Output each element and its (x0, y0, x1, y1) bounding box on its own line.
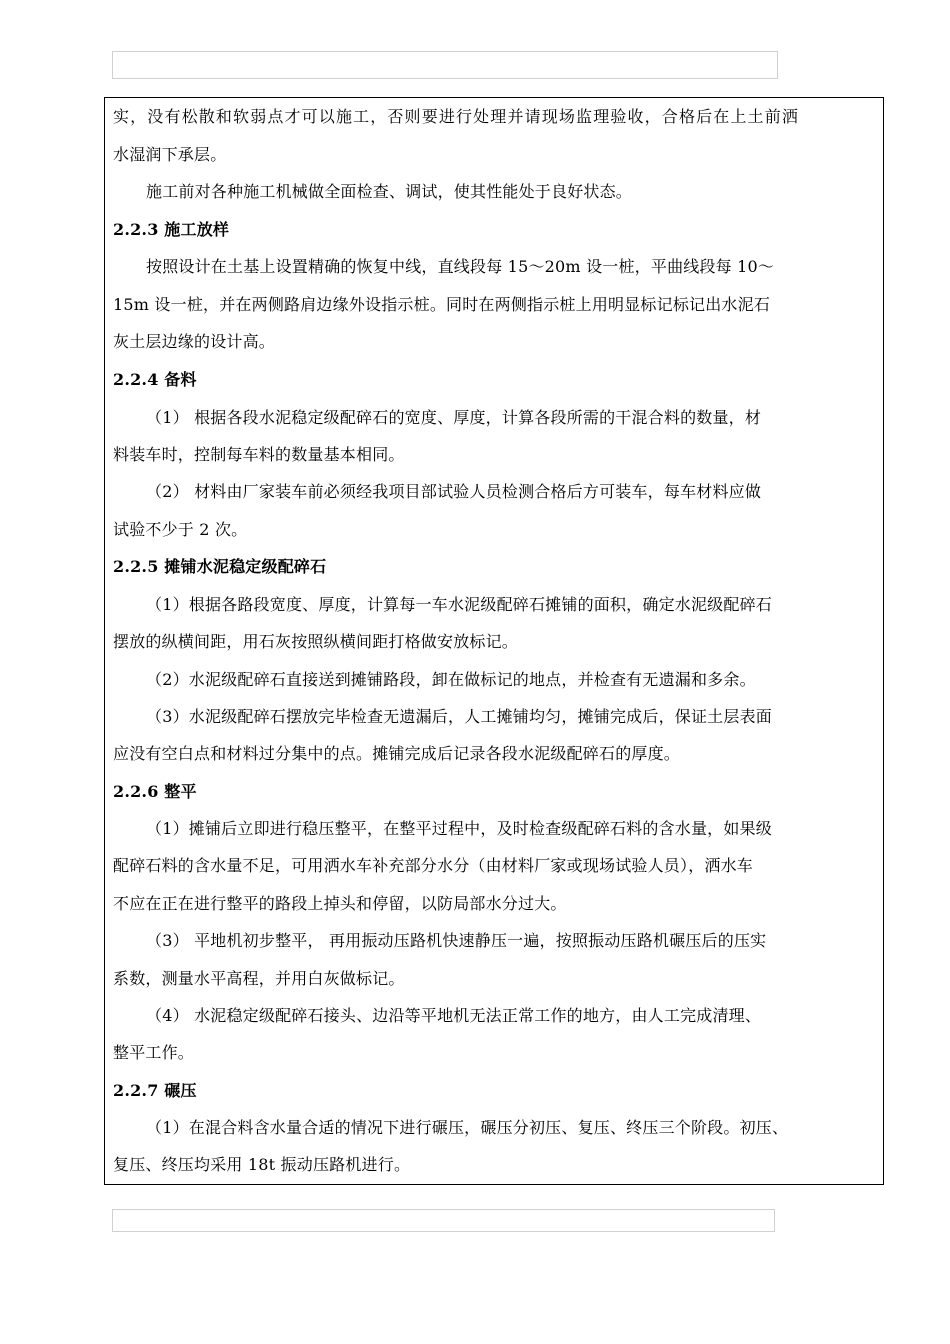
text-line: 按照设计在土基上设置精确的恢复中线，直线段每 15～20m 设一桩，平曲线段每 10～ (146, 257, 775, 276)
text-line: 水湿润下承层。 (113, 145, 227, 164)
text-line: （1）在混合料含水量合适的情况下进行碾压，碾压分初压、复压、终压三个阶段。初压、 (146, 1118, 789, 1137)
text-line: （1）摊铺后立即进行稳压整平，在整平过程中，及时检查级配碎石料的含水量，如果级 (146, 819, 772, 838)
text-line: （1） 根据各段水泥稳定级配碎石的宽度、厚度，计算各段所需的干混合料的数量，材 (146, 408, 762, 427)
text-line: （1）根据各路段宽度、厚度，计算每一车水泥级配碎石摊铺的面积，确定水泥级配碎石 (146, 595, 772, 614)
text-line: 系数，测量水平高程，并用白灰做标记。 (113, 969, 405, 988)
text-line: （2） 材料由厂家装车前必须经我项目部试验人员检测合格后方可装车，每车材料应做 (146, 482, 762, 501)
text-line: 实，没有松散和软弱点才可以施工，否则要进行处理并请现场监理验收，合格后在上土前洒 (113, 107, 800, 126)
section-heading: 2.2.4 备料 (113, 370, 197, 389)
text-line: 施工前对各种施工机械做全面检查、调试，使其性能处于良好状态。 (146, 182, 633, 201)
text-line: 复压、终压均采用 18t 振动压路机进行。 (113, 1155, 411, 1174)
text-line: （3）水泥级配碎石摆放完毕检查无遗漏后，人工摊铺均匀，摊铺完成后，保证土层表面 (146, 707, 772, 726)
page-header-box (112, 51, 778, 79)
text-line: 料装车时，控制每车料的数量基本相同。 (113, 445, 405, 464)
section-heading: 2.2.3 施工放样 (113, 220, 230, 239)
text-line: 15m 设一桩，并在两侧路肩边缘外设指示桩。同时在两侧指示桩上用明显标记标记出水泥石 (113, 295, 771, 314)
page-footer-box (112, 1209, 775, 1232)
section-heading: 2.2.7 碾压 (113, 1081, 197, 1100)
text-line: 试验不少于 2 次。 (113, 520, 248, 539)
text-line: （2）水泥级配碎石直接送到摊铺路段，卸在做标记的地点，并检查有无遗漏和多余。 (146, 670, 756, 689)
text-line: 不应在正在进行整平的路段上掉头和停留，以防局部水分过大。 (113, 894, 567, 913)
text-line: 整平工作。 (113, 1043, 195, 1062)
text-line: 灰土层边缘的设计高。 (113, 332, 276, 351)
text-line: 配碎石料的含水量不足，可用洒水车补充部分水分（由材料厂家或现场试验人员），洒水车 (113, 856, 754, 875)
text-line: 摆放的纵横间距，用石灰按照纵横间距打格做安放标记。 (113, 632, 519, 651)
text-line: （4） 水泥稳定级配碎石接头、边沿等平地机无法正常工作的地方，由人工完成清理、 (146, 1006, 762, 1025)
section-heading: 2.2.5 摊铺水泥稳定级配碎石 (113, 557, 327, 576)
section-heading: 2.2.6 整平 (113, 782, 197, 801)
text-line: （3） 平地机初步整平， 再用振动压路机快速静压一遍，按照振动压路机碾压后的压实 (146, 931, 767, 950)
text-line: 应没有空白点和材料过分集中的点。摊铺完成后记录各段水泥级配碎石的厚度。 (113, 744, 681, 763)
